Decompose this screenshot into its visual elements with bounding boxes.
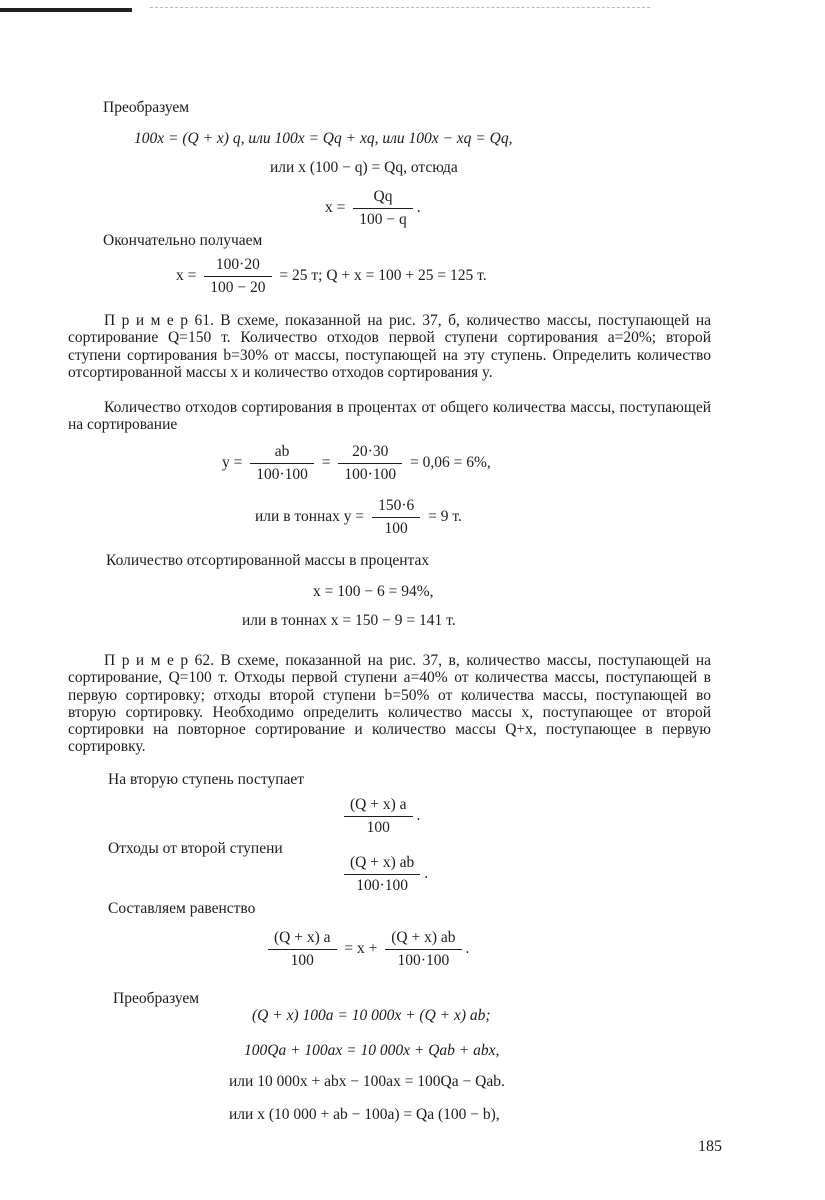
- eq5-fraction-2: [338, 443, 402, 484]
- eq5-lhs: y =: [222, 454, 243, 472]
- paragraph-example-62: П р и м е р 62. В схеме, показанной на рис. 37, в, количество массы, поступающей на сортирование, Q=100 т. Отходы первой ступени a=40% от количества массы, поступающей в первую сортировку; отходы второй ступени b=50% от количества массы, поступающей во вторую сортировку. Необходимо определить количество массы x, поступающее от второй сортировки на повторное сортирование и количество массы Q+x, поступающее в первую сортировку.: [68, 652, 711, 756]
- eq6-denominator: 100: [384, 520, 408, 537]
- eq11-fraction-2: [385, 929, 461, 970]
- eq3-tail: .: [416, 199, 421, 217]
- eq4-lhs: x =: [176, 267, 197, 285]
- equation-12: (Q + x) 100a = 10 000x + (Q + x) ab;: [252, 1007, 491, 1024]
- text-okonchatelno: Окончательно получаем: [103, 232, 263, 249]
- eq11-mid: = x +: [344, 940, 378, 958]
- eq4-denominator: 100 − 20: [210, 279, 266, 296]
- eq11-tail: .: [465, 940, 470, 958]
- eq9-denominator: 100: [366, 819, 390, 836]
- equation-2: или x (100 − q) = Qq, отсюда: [270, 159, 458, 176]
- paragraph-example-61-continued: Количество отходов сортирования в процентах от общего количества массы, поступающей на сортирование: [68, 399, 711, 434]
- equation-5: [222, 443, 491, 484]
- scan-edge-line: [150, 7, 650, 8]
- equation-1: 100x = (Q + x) q, или 100x = Qq + xq, или 100x − xq = Qq,: [134, 130, 513, 147]
- eq11-numerator-2: (Q + x) ab: [385, 929, 461, 950]
- eq10-tail: .: [424, 865, 429, 883]
- eq5-numerator-1: ab: [250, 443, 314, 464]
- eq9-numerator: (Q + x) a: [344, 796, 413, 817]
- equation-14: или 10 000x + abx − 100ax = 100Qa − Qab.: [229, 1073, 505, 1090]
- equation-13: 100Qa + 100ax = 10 000x + Qab + abx,: [244, 1042, 500, 1059]
- eq11-fraction-1: [268, 929, 337, 970]
- eq10-denominator: 100·100: [356, 877, 408, 894]
- equation-4: [176, 256, 487, 297]
- eq5-denominator-1: 100·100: [256, 466, 308, 483]
- eq4-numerator: 100·20: [204, 256, 271, 277]
- text-preobrazuem-2: Преобразуем: [113, 990, 200, 1007]
- text-na-vtoruyu: На вторую ступень поступает: [108, 771, 305, 788]
- eq4-fraction: [204, 256, 271, 297]
- equation-3: [325, 188, 421, 229]
- equation-7: x = 100 − 6 = 94%,: [313, 583, 434, 600]
- equation-11: [264, 929, 469, 970]
- eq5-denominator-2: 100·100: [344, 466, 397, 483]
- text-sostavlyaem: Составляем равенство: [108, 900, 256, 917]
- paragraph-example-61: П р и м е р 61. В схеме, показанной на рис. 37, б, количество массы, поступающей на сортирование Q=150 т. Количество отходов первой ступени сортирования a=20%; второй ступени сортирования b=30% от массы, поступающей на эту ступень. Определить количество отсортированной массы x и количество отходов сортирования y.: [68, 312, 711, 381]
- eq11-denominator-1: 100: [290, 952, 314, 969]
- scan-edge-mark: [0, 8, 132, 12]
- eq6-tail: = 9 т.: [428, 508, 462, 526]
- text-kolichestvo: Количество отсортированной массы в процентах: [106, 552, 430, 569]
- eq5-fraction-1: [250, 443, 314, 484]
- eq9-tail: .: [416, 807, 421, 825]
- eq10-numerator: (Q + x) ab: [344, 854, 420, 875]
- eq10-fraction: [344, 854, 420, 895]
- equation-6: [255, 497, 462, 538]
- page-number: 185: [698, 1138, 722, 1155]
- text-preobrazuem-1: Преобразуем: [103, 99, 190, 116]
- eq11-numerator-1: (Q + x) a: [268, 929, 337, 950]
- eq9-fraction: [344, 796, 413, 837]
- eq5-tail: = 0,06 = 6%,: [409, 454, 491, 472]
- eq6-lhs: или в тоннах y =: [255, 508, 365, 526]
- eq4-tail: = 25 т; Q + x = 100 + 25 = 125 т.: [279, 267, 487, 285]
- eq3-numerator: Qq: [353, 188, 413, 209]
- equation-9: [340, 796, 420, 837]
- equation-15: или x (10 000 + ab − 100a) = Qa (100 − b),: [229, 1106, 500, 1123]
- eq11-denominator-2: 100·100: [397, 952, 450, 969]
- equation-8: или в тоннах x = 150 − 9 = 141 т.: [242, 612, 456, 629]
- eq6-numerator: 150·6: [372, 497, 420, 518]
- eq3-denominator: 100 − q: [359, 211, 407, 228]
- eq5-mid: =: [321, 454, 331, 472]
- eq5-numerator-2: 20·30: [338, 443, 402, 464]
- equation-10: [340, 854, 428, 895]
- eq3-lhs: x =: [325, 199, 346, 217]
- text-othody: Отходы от второй ступени: [108, 840, 283, 857]
- eq6-fraction: [372, 497, 420, 538]
- eq3-fraction: [353, 188, 413, 229]
